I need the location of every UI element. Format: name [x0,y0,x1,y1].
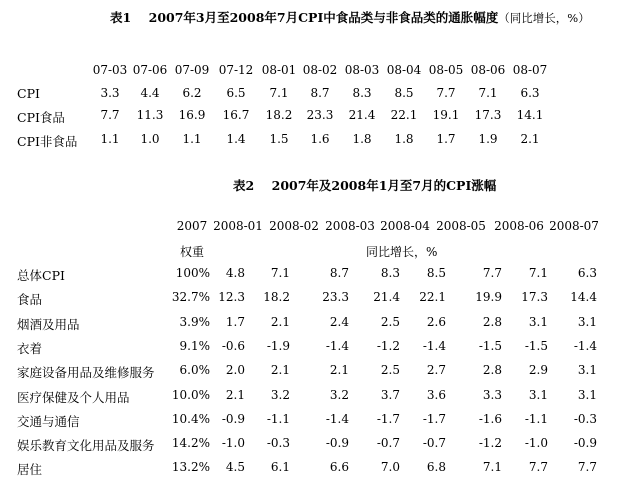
table2-cell: 7.7 [528,460,548,474]
table2-column-header: 2008-02 [269,219,319,233]
table2-row-label: 家庭设备用品及维修服务 [17,365,155,380]
table1-cell: 16.9 [178,108,206,122]
table2-cell: -1.1 [266,412,290,426]
table1-title-suffix: （同比增长，%） [498,11,590,25]
table2-cell: -1.5 [524,339,548,353]
table2-cell: 2.8 [482,363,502,377]
table2-cell: 2.1 [270,363,290,377]
table1-column-header: 07-03 [92,63,128,77]
table2-cell: 23.3 [322,290,349,304]
table1-column-header: 08-06 [470,63,506,77]
table1-cell: 8.3 [352,86,372,100]
table2-cell: -1.7 [376,412,400,426]
table2-cell: 2.1 [329,363,349,377]
table2-cell: 4.8 [225,266,245,280]
table2-cell: -0.3 [573,412,597,426]
table2-cell: 10.0% [171,388,210,402]
table2-cell: 14.2% [171,436,210,450]
table1-column-header: 07-12 [218,63,254,77]
table1-row-label: CPI [17,86,40,101]
table2-cell: -1.2 [478,436,502,450]
table2-cell: 10.4% [171,412,210,426]
table1-cell: 7.1 [478,86,498,100]
table1-row-label: CPI非食品 [17,134,78,149]
table2-cell: 7.7 [577,460,597,474]
table2-cell: -0.7 [376,436,400,450]
table2-cell: -1.4 [573,339,597,353]
table1-cell: 1.1 [182,132,202,146]
table2-column-header: 2008-01 [213,219,263,233]
table2-cell: 6.8 [426,460,446,474]
table2-cell: 8.5 [426,266,446,280]
table1-cell: 4.4 [140,86,160,100]
table2-cell: -1.2 [376,339,400,353]
table1-row-label: CPI食品 [17,110,65,125]
table2-column-header: 2008-05 [436,219,486,233]
table2-cell: 2.5 [380,315,400,329]
table2-row-label: 医疗保健及个人用品 [17,390,130,405]
table2-cell: 6.3 [577,266,597,280]
table2-cell: 100% [175,266,210,280]
table1-column-header: 08-07 [512,63,548,77]
table1-cell: 6.2 [182,86,202,100]
table1-cell: 1.6 [310,132,330,146]
table2-title [233,176,496,194]
table2-cell: -0.9 [573,436,597,450]
table2-cell: 3.1 [528,315,548,329]
table2-row-label: 总体CPI [17,268,65,283]
table2-cell: 2.5 [380,363,400,377]
table2-cell: 4.5 [225,460,245,474]
table2-cell: 22.1 [419,290,446,304]
table1-cell: 21.4 [348,108,376,122]
table2-column-header: 2008-07 [549,219,599,233]
table1-cell: 8.5 [394,86,414,100]
table1-cell: 7.1 [269,86,289,100]
table2-cell: -1.4 [325,339,349,353]
table2-cell: 2.1 [225,388,245,402]
table1-column-header: 07-06 [132,63,168,77]
table2-cell: 14.4 [570,290,597,304]
table2-cell: 2.0 [225,363,245,377]
table2-cell: 7.1 [528,266,548,280]
table1-column-header: 08-01 [261,63,297,77]
table2-cell: 2.6 [426,315,446,329]
table1-cell: 8.7 [310,86,330,100]
table2-cell: 2.7 [426,363,446,377]
table1-cell: 6.5 [226,86,246,100]
table2-cell: 9.1% [179,339,210,353]
table1-cell: 18.2 [265,108,293,122]
table2-cell: 12.3 [218,290,245,304]
table2-cell: 2.4 [329,315,349,329]
table2-cell: 2.1 [270,315,290,329]
table1-cell: 6.3 [520,86,540,100]
table2-column-header: 2008-03 [325,219,375,233]
table2-title-main: 2007年及2008年1月至7月的CPI涨幅 [271,178,497,193]
table2-cell: 3.1 [577,388,597,402]
table2-subheader-growth: 同比增长，% [366,245,438,259]
table2-cell: -1.4 [325,412,349,426]
table2-cell: 32.7% [171,290,210,304]
table2-cell: 7.1 [270,266,290,280]
table2-column-header: 2008-06 [494,219,544,233]
table2-cell: -1.1 [524,412,548,426]
table1-cell: 1.7 [436,132,456,146]
table1-cell: 1.5 [269,132,289,146]
table1-cell: 1.1 [100,132,120,146]
table2-row-label: 交通与通信 [17,414,80,429]
table1-cell: 23.3 [306,108,334,122]
table1-cell: 22.1 [390,108,418,122]
table1-title [110,8,590,26]
table2-cell: 3.1 [577,315,597,329]
table2-cell: 6.0% [179,363,210,377]
table1-title-main: 2007年3月至2008年7月CPI中食品类与非食品类的通胀幅度 [148,10,499,25]
table1-cell: 1.4 [226,132,246,146]
table1-cell: 19.1 [432,108,460,122]
table1-cell: 1.0 [140,132,160,146]
table2-cell: 7.7 [482,266,502,280]
table1-column-header: 07-09 [174,63,210,77]
table2-cell: -1.9 [266,339,290,353]
table2-cell: 6.6 [329,460,349,474]
table2-cell: -1.4 [422,339,446,353]
table2-cell: 2.9 [528,363,548,377]
table1-column-header: 08-04 [386,63,422,77]
table2-cell: 2.8 [482,315,502,329]
table2-cell: 3.7 [380,388,400,402]
table2-cell: -1.5 [478,339,502,353]
table2-cell: -1.0 [524,436,548,450]
table2-cell: -1.0 [221,436,245,450]
table2-subheader-weight: 权重 [180,245,205,259]
table2-cell: -0.9 [325,436,349,450]
table1-title-prefix: 表1 [110,10,132,25]
table2-cell: 13.2% [171,460,210,474]
table2-row-label: 衣着 [17,341,43,356]
table2-cell: 3.1 [577,363,597,377]
table1-cell: 1.8 [394,132,414,146]
table2-cell: 3.9% [179,315,210,329]
table1-column-header: 08-02 [302,63,338,77]
table2-row-label: 居住 [17,462,43,477]
table2-cell: 1.7 [225,315,245,329]
table2-title-prefix: 表2 [233,178,255,193]
table2-cell: -0.3 [266,436,290,450]
table2-row-label: 食品 [17,292,43,307]
table1-cell: 3.3 [100,86,120,100]
table2-cell: -0.6 [221,339,245,353]
table1-cell: 16.7 [222,108,250,122]
table2-cell: 7.0 [380,460,400,474]
table2-cell: -0.7 [422,436,446,450]
table1-cell: 7.7 [100,108,120,122]
table2-column-header: 2008-04 [380,219,430,233]
table2-cell: 3.3 [482,388,502,402]
table2-column-header: 2007 [176,219,208,233]
table1-cell: 11.3 [136,108,164,122]
table2-row-label: 烟酒及用品 [17,317,80,332]
table1-cell: 7.7 [436,86,456,100]
table1-cell: 1.8 [352,132,372,146]
table2-cell: -1.6 [478,412,502,426]
table2-cell: 3.1 [528,388,548,402]
table2-cell: 6.1 [270,460,290,474]
table2-cell: -0.9 [221,412,245,426]
table2-cell: 7.1 [482,460,502,474]
table2-cell: 8.7 [329,266,349,280]
table2-cell: 21.4 [373,290,400,304]
table2-cell: 18.2 [263,290,290,304]
table2-cell: 19.9 [475,290,502,304]
table2-row-label: 娱乐教育文化用品及服务 [17,438,155,453]
table1-cell: 17.3 [474,108,502,122]
table2-cell: 8.3 [380,266,400,280]
table2-cell: 3.6 [426,388,446,402]
table2-cell: 17.3 [521,290,548,304]
table2-cell: 3.2 [329,388,349,402]
table1-column-header: 08-05 [428,63,464,77]
table1-cell: 2.1 [520,132,540,146]
table1-column-header: 08-03 [344,63,380,77]
table2-cell: 3.2 [270,388,290,402]
table1-cell: 14.1 [516,108,544,122]
table2-cell: -1.7 [422,412,446,426]
table1-cell: 1.9 [478,132,498,146]
